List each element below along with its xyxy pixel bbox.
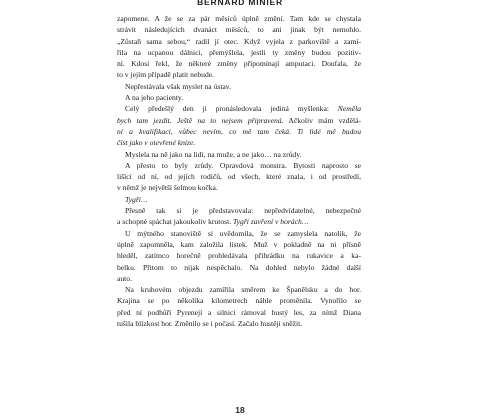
italic-run: číst jako v otevřené knize.: [117, 138, 196, 148]
text-line: [117, 205, 361, 216]
text-line: [117, 103, 361, 114]
text-line: [117, 295, 361, 306]
paragraph: [117, 92, 361, 103]
text-line: [117, 126, 361, 137]
text-line: [117, 137, 361, 148]
text-line: [117, 228, 361, 239]
text-line: [117, 160, 361, 171]
text-run: tušila blízkost hor. Změnilo se i počasí. Začalo hustěji sněžit.: [117, 319, 303, 329]
text-line: [117, 58, 361, 69]
text-line: [117, 182, 361, 193]
text-run: hleděl, zatímco horečně prohledávala přihrádku na rukavice a ka-: [117, 251, 361, 261]
paragraph: [117, 284, 361, 329]
text-line: [117, 284, 361, 295]
text-line: [117, 13, 361, 24]
text-line: [117, 92, 361, 103]
text-line: [117, 307, 361, 318]
italic-run: Tygři zavření v horách…: [233, 217, 309, 227]
text-run: před ní podhůří Pyrenejí a silnici rámoval hustý les, za nímž Diana: [117, 307, 361, 317]
text-line: [117, 115, 361, 126]
text-line: [117, 47, 361, 58]
text-run: „Zůstaň sama sebou,“ radil jí otec. Když vyjela z parkoviště a zamí-: [117, 36, 361, 46]
text-line: [117, 194, 361, 205]
paragraph: [117, 81, 361, 92]
text-run: zapomene. A že se za pár měsíců úplně změní. Tam kde se chystala: [117, 14, 361, 23]
page-number: 18: [235, 405, 245, 415]
paragraph: [117, 13, 361, 81]
italic-run: bych tam jezdit. Ještě na to nejsem připravená.: [117, 115, 284, 125]
text-line: [117, 250, 361, 261]
text-run: belku. Přitom to nijak nespěchalo. Na dohled nebylo žádné další: [117, 262, 361, 272]
text-line: [117, 273, 361, 284]
text-run: Na kruhovém objezdu zamířila směrem ke Španělsku a do hor.: [125, 285, 361, 295]
text-line: [117, 149, 361, 160]
body-text: [117, 13, 361, 329]
text-run: Myslela na ně jako na lidi, na muže, a ne jako… na zrůdy.: [125, 149, 302, 159]
italic-run: Tygři…: [125, 194, 148, 204]
text-run: Celý předešlý den ji pronásledovala jediná myšlenka:: [125, 104, 338, 114]
italic-run: Neměla: [337, 104, 361, 114]
paragraph: [117, 160, 361, 194]
running-head: BERNARD MINIER: [197, 0, 283, 7]
text-line: [117, 36, 361, 47]
paragraph: [117, 205, 361, 228]
text-run: Nepřestávala však myslet na ústav.: [125, 81, 231, 91]
text-run: lišící od ní, od jejích rodičů, od všech, které znala, i od prostředí,: [117, 172, 361, 182]
text-run: auto.: [117, 273, 132, 283]
text-line: [117, 81, 361, 92]
text-run: a schopné spáchat jakoukoliv krutost.: [117, 217, 233, 227]
text-line: [117, 239, 361, 250]
text-run: Přesně tak si je představovala: nepředvídatelné, nebezpečné: [125, 206, 361, 216]
text-run: A přesto to byly zrůdy. Opravdová monstra. Bytosti naprosto se: [125, 160, 361, 170]
paragraph: [117, 228, 361, 284]
text-run: úplně zapomněla, kam založila lístek. Muž v pokladně na ni přísně: [117, 239, 361, 249]
text-line: [117, 69, 361, 80]
paragraph: [117, 103, 361, 148]
text-run: Krajina se po několika kilometrech náhle proměnila. Vynořilo se: [117, 296, 361, 306]
text-run: v němž je největší šelmou kočka.: [117, 183, 218, 193]
text-run: strávit následujících dvanáct měsíců, to ani jinak být nemohlo.: [117, 25, 361, 35]
text-run: ní. Kdosi řekl, že některé změny připomínají amputaci. Doufala, že: [117, 59, 361, 69]
text-line: [117, 216, 361, 227]
text-line: [117, 262, 361, 273]
text-run: to v jejím případě platit nebude.: [117, 70, 215, 80]
text-run: Ačkoliv mám vzdělá-: [283, 115, 361, 125]
text-run: A na jeho pacienty.: [125, 93, 184, 103]
text-run: řila na ucpanou dálnici, přemýšlela, jestli ty změny budou pozitiv-: [117, 47, 361, 57]
paragraph: [117, 149, 361, 160]
text-run: U mýtného stanoviště si uvědomila, že se zamyslela natolik, že: [125, 228, 361, 238]
text-line: [117, 171, 361, 182]
paragraph: [117, 194, 361, 205]
text-line: [117, 318, 361, 329]
italic-run: ní a kvalifikaci, vůbec nevím, co mě tam čeká. Ti lidé mě budou: [117, 126, 361, 136]
text-line: [117, 24, 361, 35]
